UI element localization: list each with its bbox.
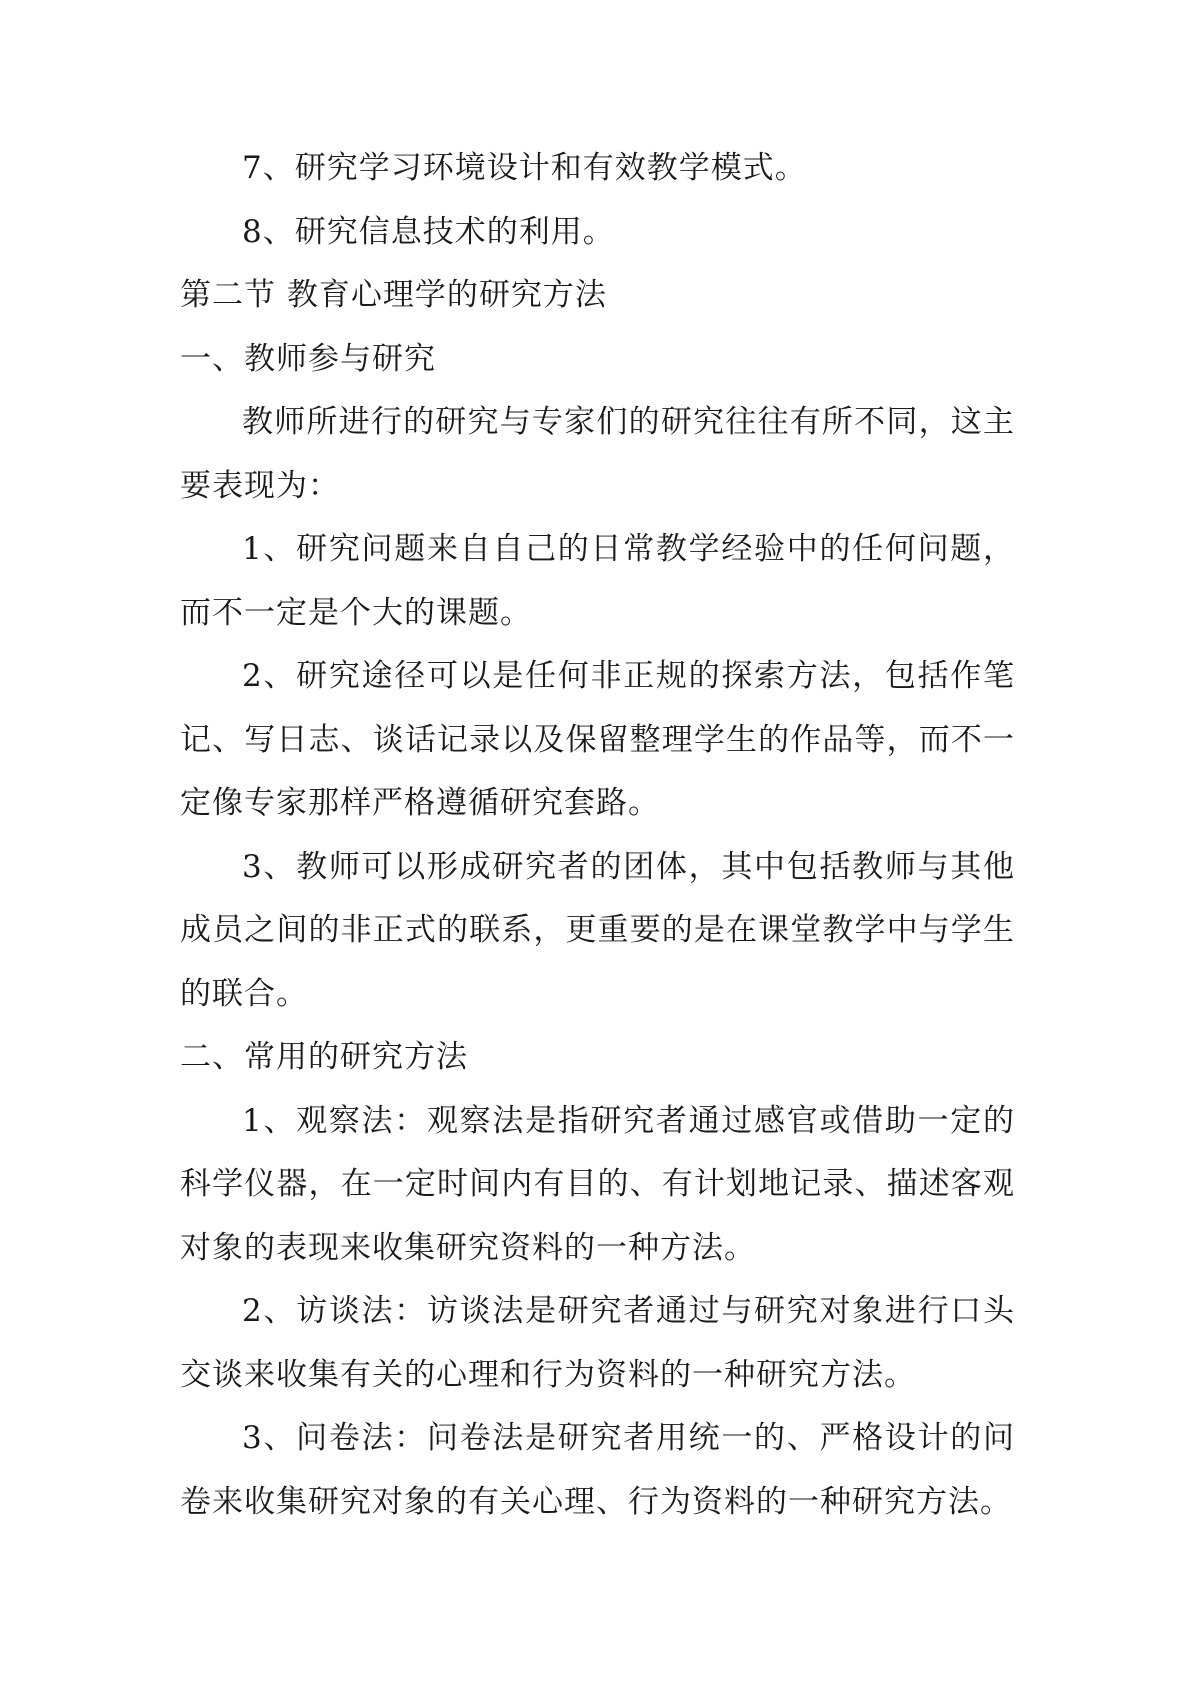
section-heading: 第二节 教育心理学的研究方法	[180, 277, 607, 313]
list-item-research-problem: 1、研究问题来自自己的日常教学经验中的任何问题，而不一定是个大的课题。	[180, 531, 1015, 631]
list-item-interview-method: 2、访谈法：访谈法是研究者通过与研究对象进行口头交谈来收集有关的心理和行为资料的一种研究方法。	[180, 1293, 1015, 1393]
subsection-heading-teacher-research: 一、教师参与研究	[180, 340, 436, 377]
list-item-questionnaire-method: 3、问卷法：问卷法是研究者用统一的、严格设计的问卷来收集研究对象的有关心理、行为资料的一种研究方法。	[180, 1420, 1015, 1520]
list-item-observation-method: 1、观察法：观察法是指研究者通过感官或借助一定的科学仪器，在一定时间内有目的、有计划地记录、描述客观对象的表现来收集研究资料的一种方法。	[180, 1102, 1015, 1266]
list-item-research-approach: 2、研究途径可以是任何非正规的探索方法，包括作笔记、写日志、谈话记录以及保留整理学生的作品等，而不一定像专家那样严格遵循研究套路。	[180, 658, 1015, 821]
body-paragraph-intro: 教师所进行的研究与专家们的研究往往有所不同，这主要表现为：	[180, 404, 1015, 504]
list-item-research-technology: 8、研究信息技术的利用。	[242, 213, 615, 250]
list-item-research-environment: 7、研究学习环境设计和有效教学模式。	[242, 150, 807, 186]
subsection-heading-methods: 二、常用的研究方法	[180, 1039, 468, 1075]
document-body	[180, 137, 1015, 1534]
list-item-research-community: 3、教师可以形成研究者的团体，其中包括教师与其他成员之间的非正式的联系，更重要的是在课堂教学中与学生的联合。	[180, 848, 1015, 1012]
